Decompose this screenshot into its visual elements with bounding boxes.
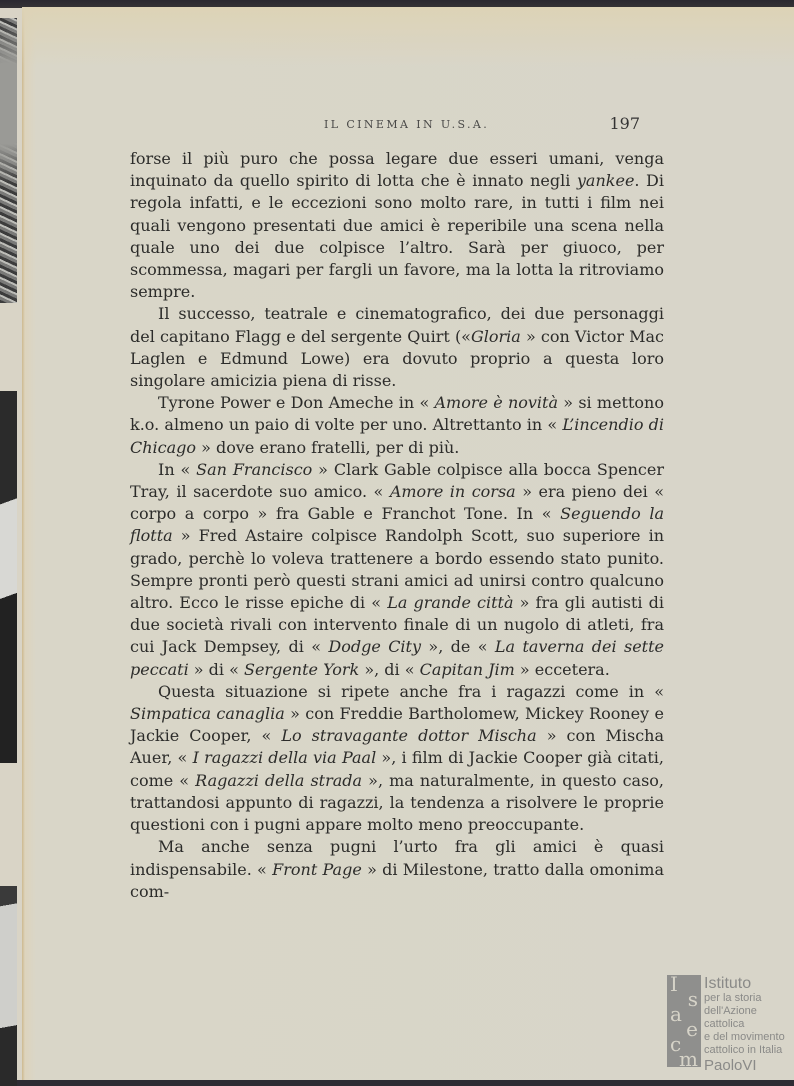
film-title: Dodge City	[328, 637, 422, 657]
page-number: 197	[609, 114, 640, 133]
logo-line: Istituto	[704, 975, 752, 992]
logo-line: PaoloVI	[704, 1057, 757, 1074]
facing-page-photo	[0, 886, 17, 1086]
film-title: Sergente York	[244, 659, 360, 679]
film-title: I ragazzi della via Paal	[192, 748, 377, 768]
film-title: Front Page	[272, 859, 362, 879]
monogram-letter: a	[670, 1002, 682, 1026]
facing-page-edge	[0, 8, 22, 1080]
film-title: San Francisco	[196, 459, 313, 479]
text-run: », ma naturalmente, in questo caso, trattandosi appunto di ragazzi, la tendenza a risolvere le proprie questioni con i pugni appare molto meno preoccupante.	[130, 770, 664, 835]
running-header	[300, 114, 640, 138]
film-title: Simpatica canaglia	[130, 704, 285, 724]
film-title: Gloria	[470, 326, 521, 346]
text-run: » con Mischa Auer, «	[130, 726, 665, 768]
facing-page-photo	[0, 391, 17, 763]
text-run: » di «	[188, 659, 244, 679]
text-run: In «	[158, 459, 197, 479]
running-title: IL CINEMA IN U.S.A.	[324, 118, 490, 131]
text-run: » si mettono k.o. almeno un paio di volte per uno. Altrettanto in «	[130, 393, 664, 435]
film-title: Ragazzi della strada	[195, 770, 363, 790]
text-run: » fra gli autisti di due società rivali con intervento finale di un nugolo di atleti, fra cui Jack Dempsey, di «	[130, 593, 664, 657]
film-title: Lo stravagante dottor Mischa	[281, 726, 537, 746]
body-text	[130, 148, 664, 903]
monogram-letter: s	[687, 987, 698, 1011]
film-title: Amore è novità	[434, 393, 559, 413]
paragraph	[130, 303, 664, 392]
logo-line: e del movimento	[704, 1031, 785, 1043]
film-title: La taverna dei sette peccati	[130, 637, 664, 679]
text-run: . Di regola infatti, e le eccezioni sono molto rare, in tutti i film nei quali vengono presentati due amici è reperibile una scena nella quale uno dei due colpisce l’altro. Sarà per giuoco, per scommessa, magari per fargli un favore, ma la lotta la ritroviamo sempre.	[130, 171, 664, 302]
text-run: », di «	[359, 659, 420, 679]
paragraph	[130, 148, 664, 303]
text-run: forse il più puro che possa legare due esseri umani, venga inquinato da quello spirito di lotta che è innato negli	[130, 149, 664, 191]
film-title: yankee	[576, 171, 635, 191]
film-title: Amore in corsa	[389, 482, 516, 502]
film-title: Capitan Jim	[419, 659, 515, 679]
text-run: » di Milestone, tratto dalla omonima com-	[130, 859, 665, 901]
text-run: » era pieno dei « corpo a corpo » fra Gable e Franchot Tone. In «	[130, 482, 665, 524]
text-run: Il successo, teatrale e cinematografico, dei due personaggi del capitano Flagg e del sergente Quirt («	[130, 304, 664, 346]
text-run: », de «	[421, 637, 495, 657]
logo-text	[704, 975, 792, 1075]
logo-line: per la storia	[704, 992, 762, 1004]
text-run: » Clark Gable colpisce alla bocca Spencer Tray, il sacerdote suo amico. «	[130, 459, 664, 502]
isacem-watermark-logo	[667, 972, 792, 1074]
monogram-letter: m	[679, 1047, 698, 1071]
paragraph	[130, 836, 664, 903]
text-run: » eccetera.	[514, 659, 610, 679]
text-run: Tyrone Power e Don Ameche in «	[158, 393, 435, 413]
film-title: La grande città	[387, 593, 514, 613]
paragraph	[130, 459, 664, 681]
logo-line: cattolico in Italia	[704, 1044, 783, 1056]
monogram-letter: e	[686, 1017, 698, 1041]
text-run: Questa situazione si ripete anche fra i ragazzi come in «	[158, 681, 664, 701]
film-title: Seguendo la flotta	[130, 504, 664, 546]
paragraph	[130, 392, 664, 459]
monogram-letter: I	[670, 972, 678, 996]
text-run: Ma anche senza pugni l’urto fra gli amici è quasi indispensabile. «	[130, 837, 664, 879]
logo-monogram	[667, 972, 701, 1071]
film-title: L’incendio di Chicago	[130, 415, 665, 457]
paragraph	[130, 681, 664, 836]
text-run: » Fred Astaire colpisce Randolph Scott, suo superiore in grado, perchè lo voleva trattenere a bordo essendo stato punito. Sempre pronti però questi strani amici ad unirsi contro qualcuno altro. Ecco le risse epiche di «	[130, 526, 664, 613]
logo-line: dell'Azione cattolica	[704, 1005, 757, 1030]
facing-page-photo	[0, 18, 17, 303]
text-run: » con Freddie Bartholomew, Mickey Rooney e Jackie Cooper, «	[130, 704, 664, 746]
monogram-letter: c	[670, 1032, 682, 1056]
text-run: » con Victor Mac Laglen e Edmund Lowe) era dovuto proprio a questa loro singolare amicizia piena di risse.	[130, 326, 665, 391]
text-run: », i film di Jackie Cooper già citati, come «	[130, 748, 665, 790]
text-run: » dove erano fratelli, per di più.	[196, 437, 460, 457]
